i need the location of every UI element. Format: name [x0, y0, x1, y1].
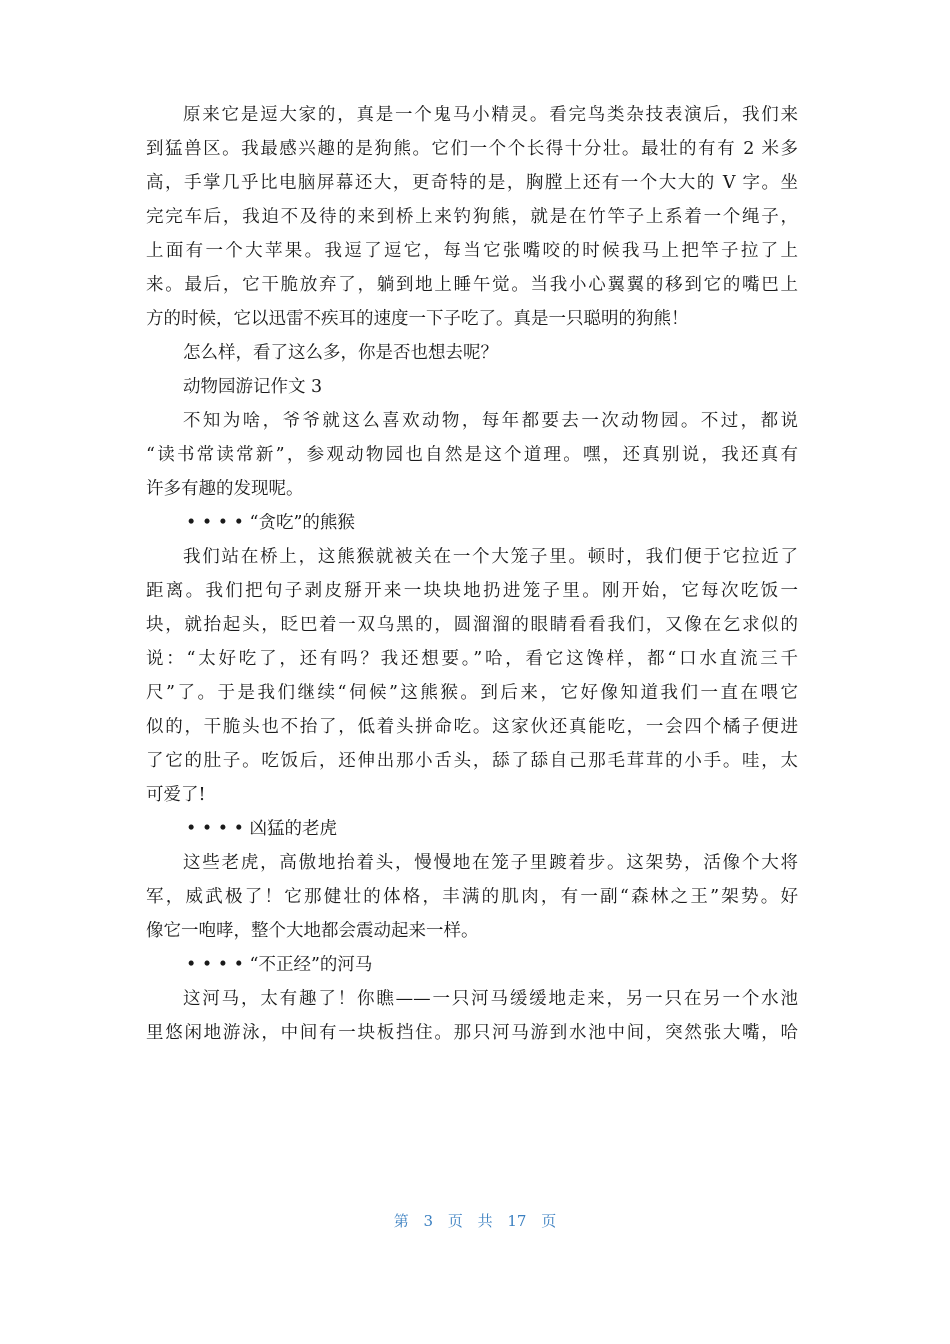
text-line: 高，手掌几乎比电脑屏幕还大，更奇特的是，胸膛上还有一个大大的 V 字。坐 [146, 173, 798, 193]
text-line: 可爱了! [146, 785, 206, 805]
text-line: 完完车后，我迫不及待的来到桥上来钓狗熊，就是在竹竿子上系着一个绳子， [146, 207, 798, 227]
text-line: “读书常读常新”，参观动物园也自然是这个道理。嘿，还真别说，我还真有 [146, 445, 798, 465]
text-line: 军，威武极了！它那健壮的体格，丰满的肌肉，有一副“森林之王”架势。好 [146, 887, 798, 907]
text-line: 不知为啥，爷爷就这么喜欢动物，每年都要去一次动物园。不过，都说 [183, 411, 798, 431]
text-line: 这河马，太有趣了！你瞧——一只河马缓缓地走来，另一只在另一个水池 [183, 989, 798, 1009]
text-line: 这些老虎，高傲地抬着头，慢慢地在笼子里踱着步。这架势，活像个大将 [183, 853, 798, 873]
text-line: 似的，干脆头也不抬了，低着头拼命吃。这家伙还真能吃，一会四个橘子便进 [146, 717, 798, 737]
text-line: 里悠闲地游泳，中间有一块板挡住。那只河马游到水池中间，突然张大嘴，哈 [146, 1023, 798, 1043]
text-line: 说：“太好吃了，还有吗？我还想要。”哈，看它这馋样，都“口水直流三千 [146, 649, 798, 669]
text-line: 许多有趣的发现呢。 [146, 479, 304, 499]
text-line: 块，就抬起头，眨巴着一双乌黑的，圆溜溜的眼睛看看我们，又像在乞求似的 [146, 615, 798, 635]
bullet-heading: • • • • “贪吃”的熊猴 [186, 513, 355, 533]
document-body [146, 98, 798, 1050]
text-line: 来。最后，它干脆放弃了，躺到地上睡午觉。当我小心翼翼的移到它的嘴巴上 [146, 275, 798, 295]
text-line: 像它一咆哮，整个大地都会震动起来一样。 [146, 921, 479, 941]
text-line: 怎么样，看了这么多，你是否也想去呢？ [183, 343, 498, 363]
text-line: 方的时候，它以迅雷不疾耳的速度一下子吃了。真是一只聪明的狗熊！ [146, 309, 689, 329]
page-footer: 第 3 页 共 17 页 [393, 1212, 557, 1230]
text-line: 了它的肚子。吃饭后，还伸出那小舌头，舔了舔自己那毛茸茸的小手。哇，太 [146, 751, 798, 771]
text-line: 我们站在桥上，这熊猴就被关在一个大笼子里。顿时，我们便于它拉近了 [183, 547, 798, 567]
text-line: 原来它是逗大家的，真是一个鬼马小精灵。看完鸟类杂技表演后，我们来 [183, 105, 798, 125]
bullet-heading: • • • • “不正经”的河马 [186, 955, 373, 975]
text-line: 尺”了。于是我们继续“伺候”这熊猴。到后来，它好像知道我们一直在喂它 [146, 683, 798, 703]
text-line: 上面有一个大苹果。我逗了逗它，每当它张嘴咬的时候我马上把竿子拉了上 [146, 241, 798, 261]
section-title: 动物园游记作文 3 [183, 377, 323, 397]
bullet-heading: • • • • 凶猛的老虎 [186, 819, 338, 839]
text-line: 距离。我们把句子剥皮掰开来一块块地扔进笼子里。刚开始，它每次吃饭一 [146, 581, 798, 601]
text-line: 到猛兽区。我最感兴趣的是狗熊。它们一个个长得十分壮。最壮的有有 2 米多 [146, 139, 798, 159]
